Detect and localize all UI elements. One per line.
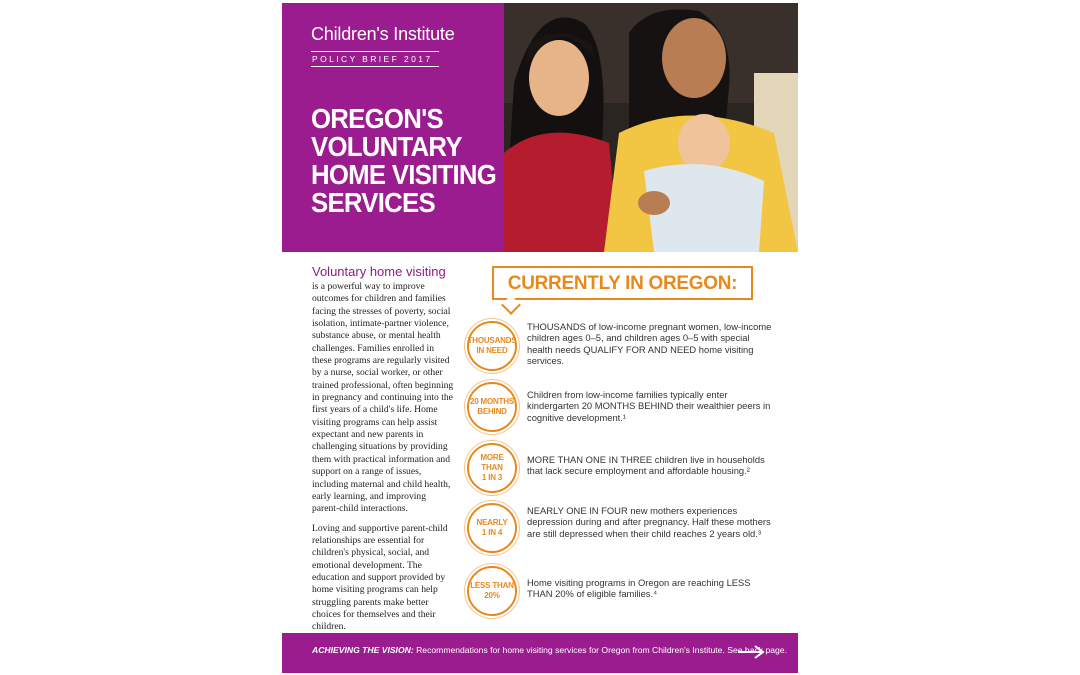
- arrow-right-icon[interactable]: [738, 642, 766, 662]
- title-line: HOME VISITING: [311, 159, 497, 190]
- footer-bar: [282, 633, 798, 673]
- title-line: SERVICES: [311, 187, 435, 218]
- title-line: VOLUNTARY: [311, 131, 462, 162]
- title-line: OREGON'S: [311, 103, 443, 134]
- stat-item: [467, 382, 777, 442]
- stat-badge: 20 MONTHS BEHIND: [467, 382, 517, 432]
- callout-tail: [501, 295, 521, 315]
- intro-heading: Voluntary home visiting: [312, 264, 446, 279]
- currently-in-oregon-callout: [492, 266, 753, 300]
- stat-item: [467, 566, 777, 626]
- page-title: [311, 105, 496, 217]
- stat-item: [467, 321, 777, 381]
- stat-text: THOUSANDS of low-income pregnant women, low-income children ages 0–5, and children ages 0–5 with special health needs QUALIFY FOR AND NEED home visiting services.: [527, 321, 772, 366]
- stat-badge: MORE THAN 1 IN 3: [467, 443, 517, 493]
- intro-paragraph: is a powerful way to improve outcomes for children and families facing the stresses of poverty, social isolation, intimate-partner violence, substance abuse, or mental health challenges. Families enrolled in these programs are regularly visited by a nurse, social worker, or other trained professional, often beginning in pregnancy and continuing into the first years of a child's life. Home visiting programs can help assist expectant and new parents in challenging situations by providing them with practical information and support on a range of issues, including maternal and child health, early learning, and improving parent-child interactions.: [312, 281, 454, 515]
- family-photo: [504, 3, 798, 252]
- stat-text: NEARLY ONE IN FOUR new mothers experiences depression during and after pregnancy. Half these mothers are still depressed when their child reaches 2 years old.³: [527, 505, 771, 539]
- footer-text: [312, 645, 787, 655]
- stat-badge: LESS THAN 20%: [467, 566, 517, 616]
- stat-text: Home visiting programs in Oregon are reaching LESS THAN 20% of eligible families.⁴: [527, 577, 751, 600]
- policy-brief-page: [282, 3, 798, 673]
- intro-column: [312, 265, 454, 634]
- footer-message: Recommendations for home visiting services for Oregon from Children's Institute. See back page.: [416, 645, 787, 655]
- footer-label: ACHIEVING THE VISION:: [312, 645, 414, 655]
- family-photo-image: [504, 3, 798, 252]
- stat-item: [467, 443, 777, 503]
- brand-name: Children's Institute: [311, 24, 455, 44]
- stat-item: [467, 503, 777, 563]
- stat-text: Children from low-income families typically enter kindergarten 20 MONTHS BEHIND their wealthier peers in cognitive development.¹: [527, 389, 771, 423]
- stat-badge: THOUSANDS IN NEED: [467, 321, 517, 371]
- policy-brief-label: POLICY BRIEF 2017: [311, 51, 439, 67]
- callout-title: CURRENTLY IN OREGON:: [507, 273, 738, 294]
- header-panel: [282, 3, 504, 252]
- stat-text: MORE THAN ONE IN THREE children live in households that lack secure employment and affordable housing.²: [527, 454, 765, 477]
- intro-paragraph-2: Loving and supportive parent-child relationships are essential for children's physical, social, and emotional development. The education and support provided by home visiting programs can help struggling parents make better choices for themselves and their children.: [312, 522, 448, 633]
- stat-badge: NEARLY 1 IN 4: [467, 503, 517, 553]
